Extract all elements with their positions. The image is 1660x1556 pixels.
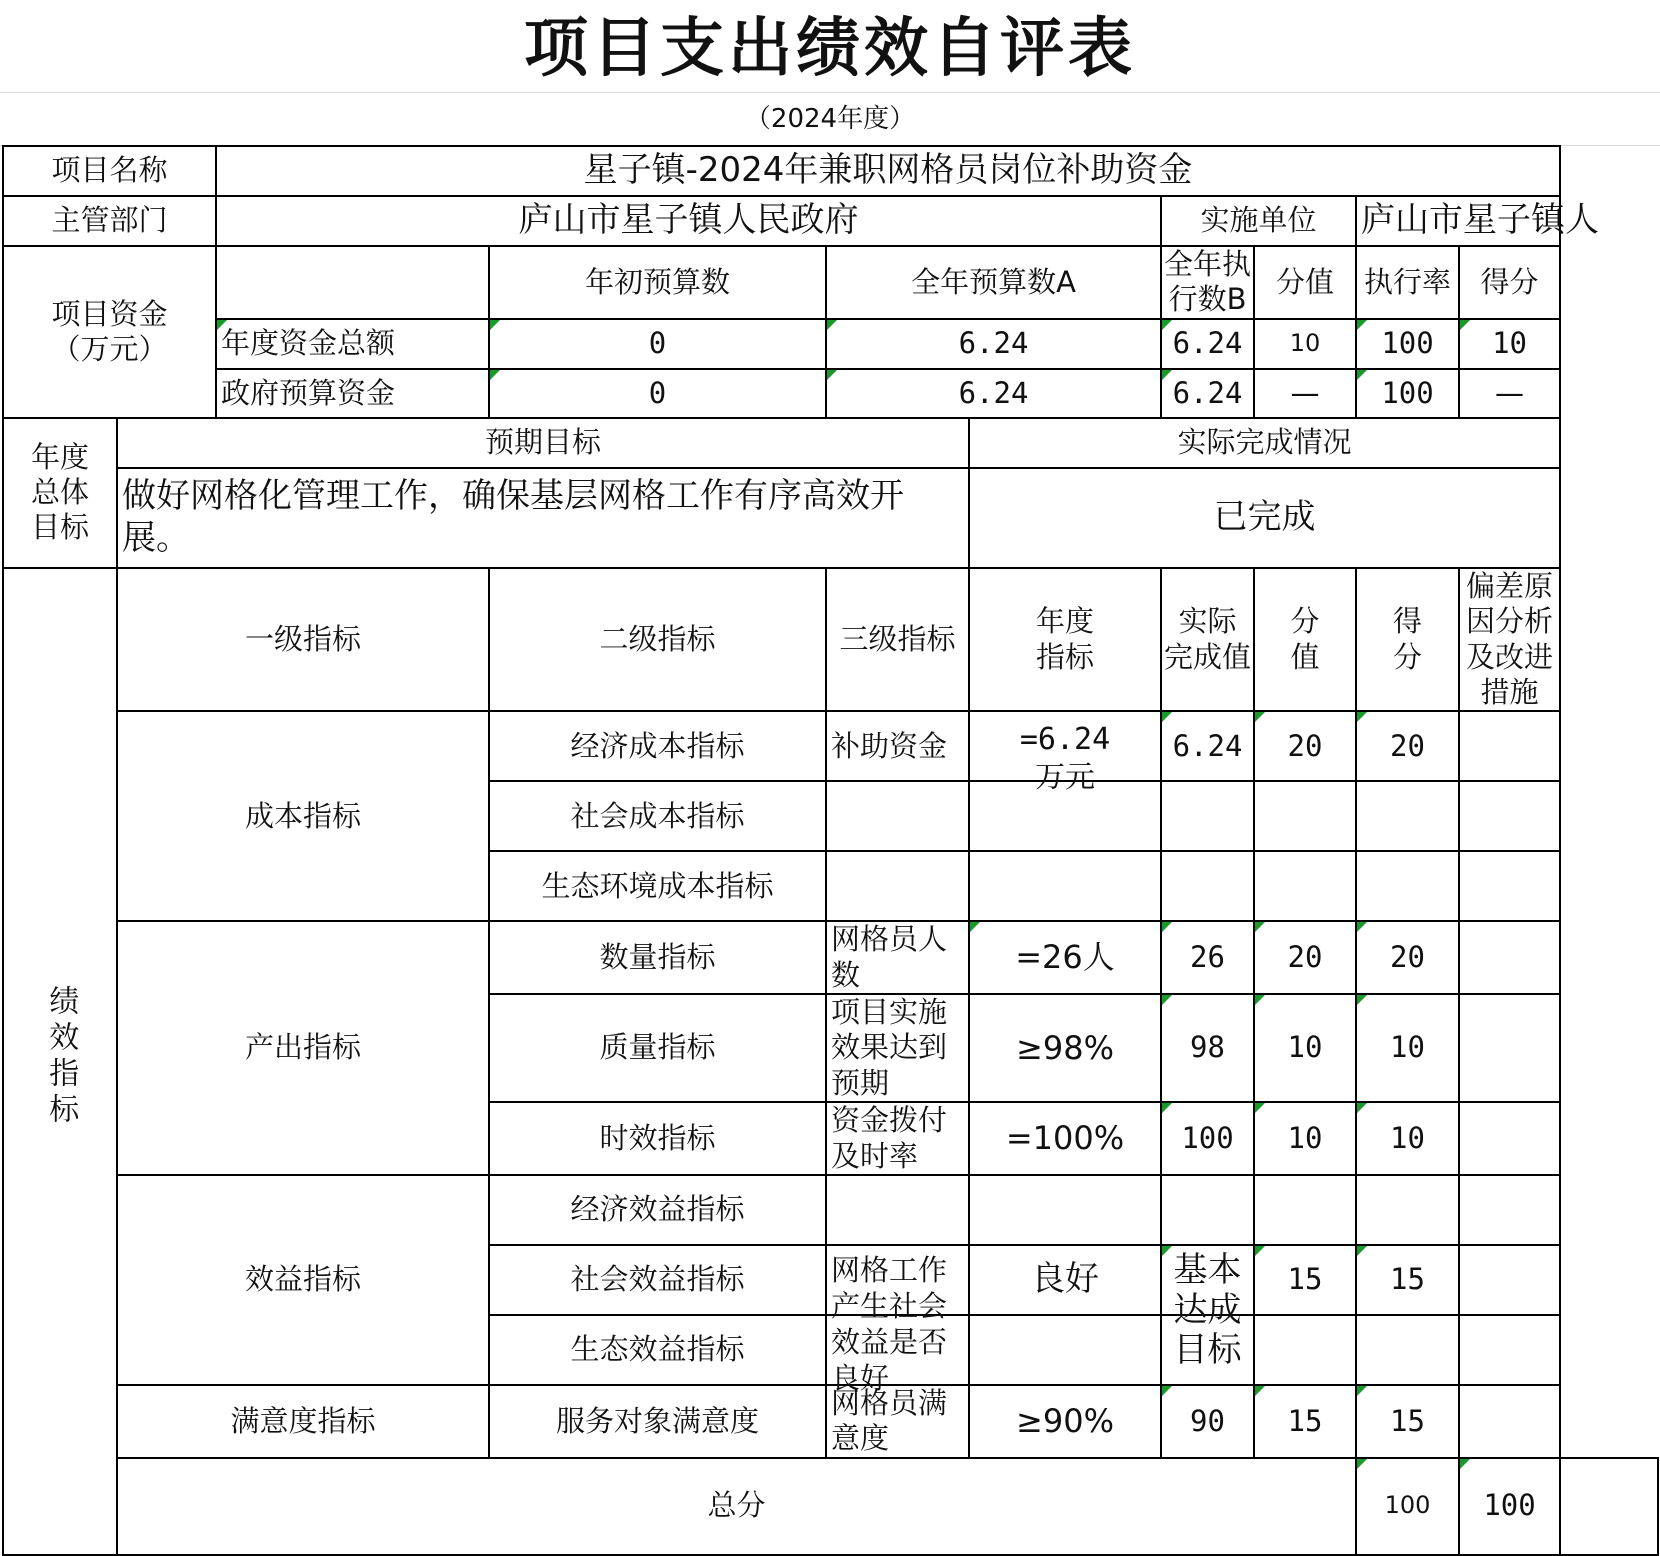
level2-cell: 生态环境成本指标 — [489, 851, 826, 921]
total-label: 总分 — [117, 1458, 1356, 1555]
funds-header-annual: 全年预算数A — [826, 246, 1161, 319]
total-note[interactable] — [1560, 1458, 1658, 1555]
level2-cell: 生态效益指标 — [489, 1315, 826, 1385]
level2-cell: 服务对象满意度 — [489, 1385, 826, 1458]
funds-row-gov-score[interactable]: — — [1459, 369, 1560, 418]
level2-cell: 时效指标 — [489, 1102, 826, 1175]
level1-output: 产出指标 — [117, 921, 489, 1175]
funds-row-gov-weight[interactable]: — — [1254, 369, 1356, 418]
evaluation-table — [2, 145, 1659, 1556]
score-cell[interactable] — [1356, 1315, 1459, 1385]
actual-cell[interactable]: 6.24 — [1161, 711, 1254, 781]
level1-benefit: 效益指标 — [117, 1175, 489, 1385]
score-cell[interactable]: 10 — [1356, 994, 1459, 1102]
score-cell[interactable]: 20 — [1356, 921, 1459, 994]
indicator-header-score: 得 分 — [1356, 568, 1459, 712]
target-cell[interactable] — [969, 1175, 1161, 1245]
project-name-value[interactable]: 星子镇-2024年兼职网格员岗位补助资金 — [216, 146, 1560, 196]
actual-cell[interactable] — [1161, 781, 1254, 851]
funds-row-total-initial[interactable]: 0 — [489, 319, 826, 369]
indicator-header-weight: 分 值 — [1254, 568, 1356, 712]
weight-cell[interactable]: 15 — [1254, 1385, 1356, 1458]
implementing-unit-value[interactable]: 庐山市星子镇人 — [1356, 196, 1560, 246]
actual-cell[interactable]: 26 — [1161, 921, 1254, 994]
actual-cell[interactable]: 基本达成目标 — [1161, 1245, 1254, 1315]
funds-row-total-score[interactable]: 10 — [1459, 319, 1560, 369]
note-cell[interactable] — [1459, 1315, 1560, 1385]
project-name-label: 项目名称 — [3, 146, 216, 196]
actual-cell[interactable]: 98 — [1161, 994, 1254, 1102]
indicator-header-note: 偏差原因分析 及改进措施 — [1459, 568, 1560, 712]
funds-row-gov-name: 政府预算资金 — [216, 369, 489, 418]
score-cell[interactable] — [1356, 851, 1459, 921]
funds-header-weight: 分值 — [1254, 246, 1356, 319]
indicator-header-level3: 三级指标 — [826, 568, 969, 712]
expected-goal-text[interactable]: 做好网格化管理工作，确保基层网格工作有序高效开展。 — [117, 468, 969, 568]
level2-cell: 社会成本指标 — [489, 781, 826, 851]
target-cell[interactable]: 良好 — [969, 1245, 1161, 1315]
weight-cell[interactable]: 10 — [1254, 994, 1356, 1102]
funds-row-total-executed[interactable]: 6.24 — [1161, 319, 1254, 369]
weight-cell[interactable]: 20 — [1254, 711, 1356, 781]
score-cell[interactable] — [1356, 1175, 1459, 1245]
department-value[interactable]: 庐山市星子镇人民政府 — [216, 196, 1161, 246]
actual-cell[interactable] — [1161, 851, 1254, 921]
weight-cell[interactable] — [1254, 1315, 1356, 1385]
indicator-header-target: 年度 指标 — [969, 568, 1161, 712]
level1-satisfaction: 满意度指标 — [117, 1385, 489, 1458]
level3-cell[interactable]: 网格员人数 — [826, 921, 969, 994]
funds-row-total-weight[interactable]: 10 — [1254, 319, 1356, 369]
target-cell[interactable] — [969, 781, 1161, 851]
target-cell[interactable]: =6.24 万元 — [969, 711, 1161, 781]
level2-cell: 社会效益指标 — [489, 1245, 826, 1315]
document-year: （2024年度） — [744, 104, 916, 134]
actual-cell[interactable]: 90 — [1161, 1385, 1254, 1458]
indicator-header-level1: 一级指标 — [117, 568, 489, 712]
indicator-header-actual: 实际 完成值 — [1161, 568, 1254, 712]
level3-cell[interactable]: 补助资金 — [826, 711, 969, 781]
total-score[interactable]: 100 — [1459, 1458, 1560, 1555]
funds-header-rate: 执行率 — [1356, 246, 1459, 319]
actual-cell[interactable] — [1161, 1175, 1254, 1245]
weight-cell[interactable]: 15 — [1254, 1245, 1356, 1315]
level3-cell[interactable] — [826, 851, 969, 921]
score-cell[interactable]: 10 — [1356, 1102, 1459, 1175]
note-cell[interactable] — [1459, 1385, 1560, 1458]
weight-cell[interactable]: 10 — [1254, 1102, 1356, 1175]
target-cell[interactable] — [969, 1315, 1161, 1385]
indicator-header-level2: 二级指标 — [489, 568, 826, 712]
weight-cell[interactable] — [1254, 1175, 1356, 1245]
level1-cost: 成本指标 — [117, 711, 489, 921]
funds-row-total-name: 年度资金总额 — [216, 319, 489, 369]
actual-cell[interactable] — [1161, 1315, 1254, 1385]
note-cell[interactable] — [1459, 1175, 1560, 1245]
level3-cell[interactable] — [826, 781, 969, 851]
actual-completion-text[interactable]: 已完成 — [969, 468, 1560, 568]
funds-row-gov-initial[interactable]: 0 — [489, 369, 826, 418]
funds-row-gov-annual[interactable]: 6.24 — [826, 369, 1161, 418]
funds-header-score: 得分 — [1459, 246, 1560, 319]
actual-cell[interactable]: 100 — [1161, 1102, 1254, 1175]
target-cell[interactable]: ≥90% — [969, 1385, 1161, 1458]
implementing-unit-label: 实施单位 — [1161, 196, 1356, 246]
target-cell[interactable]: ≥98% — [969, 994, 1161, 1102]
note-cell[interactable] — [1459, 994, 1560, 1102]
score-cell[interactable]: 20 — [1356, 711, 1459, 781]
level2-cell: 经济成本指标 — [489, 711, 826, 781]
funds-row-total-annual[interactable]: 6.24 — [826, 319, 1161, 369]
level3-cell[interactable]: 网格工作产生社会效益是否良好 — [826, 1245, 969, 1315]
actual-completion-header: 实际完成情况 — [969, 418, 1560, 468]
level3-cell[interactable]: 项目实施效果达到预期 — [826, 994, 969, 1102]
note-cell[interactable] — [1459, 781, 1560, 851]
note-cell[interactable] — [1459, 711, 1560, 781]
department-label: 主管部门 — [3, 196, 216, 246]
score-cell[interactable] — [1356, 781, 1459, 851]
expected-goal-header: 预期目标 — [117, 418, 969, 468]
funds-header-executed: 全年执行数B — [1161, 246, 1254, 319]
target-cell[interactable]: =100% — [969, 1102, 1161, 1175]
level3-cell[interactable]: 网格员满意度 — [826, 1385, 969, 1458]
funds-row-gov-executed[interactable]: 6.24 — [1161, 369, 1254, 418]
level3-cell[interactable] — [826, 1175, 969, 1245]
target-cell[interactable]: =26人 — [969, 921, 1161, 994]
annual-goal-label: 年度 总体 目标 — [3, 418, 117, 568]
total-weight[interactable]: 100 — [1356, 1458, 1459, 1555]
note-cell[interactable] — [1459, 1245, 1560, 1315]
funds-label: 项目资金 （万元） — [3, 246, 216, 418]
funds-header-initial: 年初预算数 — [489, 246, 826, 319]
document-title: 项目支出绩效自评表 — [0, 0, 1660, 93]
funds-row-total-rate[interactable]: 100 — [1356, 319, 1459, 369]
level2-cell: 数量指标 — [489, 921, 826, 994]
level3-cell[interactable]: 资金拨付及时率 — [826, 1102, 969, 1175]
performance-indicator-label: 绩效指标 — [3, 568, 117, 1555]
target-cell[interactable] — [969, 851, 1161, 921]
weight-cell[interactable] — [1254, 851, 1356, 921]
funds-header-blank — [216, 246, 489, 319]
level2-cell: 经济效益指标 — [489, 1175, 826, 1245]
score-cell[interactable]: 15 — [1356, 1385, 1459, 1458]
funds-row-gov-rate[interactable]: 100 — [1356, 369, 1459, 418]
note-cell[interactable] — [1459, 1102, 1560, 1175]
level2-cell: 质量指标 — [489, 994, 826, 1102]
weight-cell[interactable] — [1254, 781, 1356, 851]
level3-cell[interactable] — [826, 1315, 969, 1385]
note-cell[interactable] — [1459, 921, 1560, 994]
weight-cell[interactable]: 20 — [1254, 921, 1356, 994]
score-cell[interactable]: 15 — [1356, 1245, 1459, 1315]
note-cell[interactable] — [1459, 851, 1560, 921]
